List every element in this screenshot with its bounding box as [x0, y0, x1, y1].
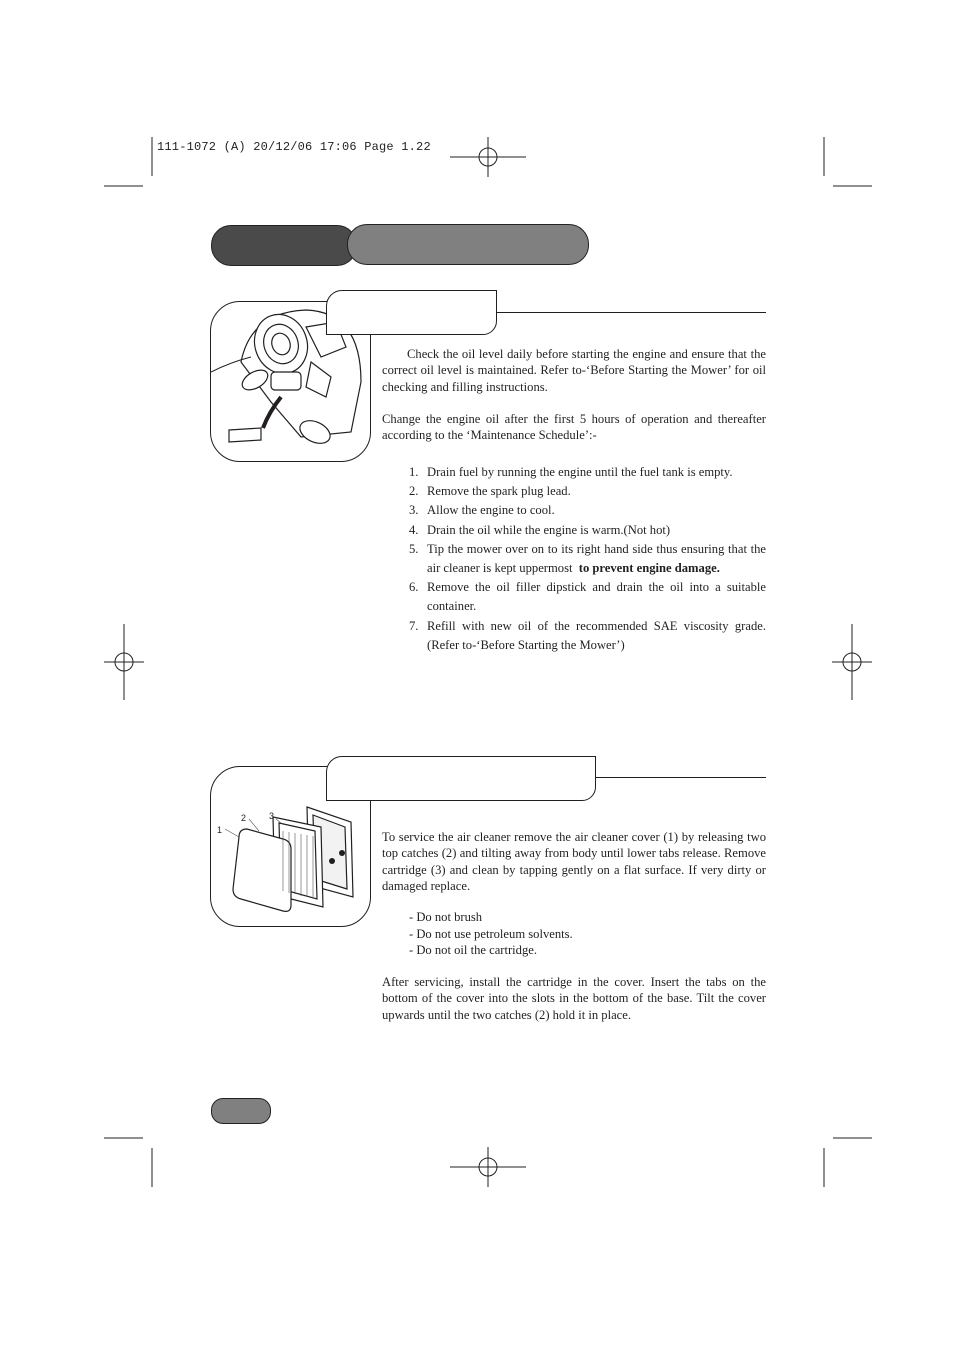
header-tab-dark	[211, 225, 357, 266]
list-item: - Do not brush	[409, 910, 483, 924]
warning-text: to prevent engine damage.	[578, 561, 720, 576]
air-after-text	[382, 974, 766, 1023]
header-tab-grey	[347, 224, 589, 265]
list-item: 5. Tip the mower over on to its right hand side thus ensuring that the air cleaner is kept uppermost to prevent engine damage.	[409, 541, 766, 576]
list-item: - Do not use petroleum solvents.	[409, 926, 573, 941]
oil-steps-list	[409, 463, 766, 655]
air-donts-list	[409, 909, 766, 959]
air-intro-text	[382, 829, 766, 894]
list-item: 7. Refill with new oil of the recommended SAE viscosity grade. (Refer to-‘Before Starting the Mower’)	[409, 618, 766, 652]
print-slug: 111-1072 (A) 20/12/06 17:06 Page 1.22	[157, 140, 431, 154]
list-item: 6. Remove the oil filler dipstick and drain the oil into a suitable container.	[409, 580, 766, 614]
oil-change: Change the engine oil after the first 5 hours of operation and thereafter according to the ‘Maintenance Schedule’:-	[382, 412, 766, 443]
label-catches: 2	[241, 813, 247, 823]
section-heading-air	[326, 756, 596, 801]
list-item: 3. Allow the engine to cool.	[409, 503, 555, 518]
list-item: 1. Drain fuel by running the engine until the fuel tank is empty.	[409, 465, 733, 479]
page-number-pill	[211, 1098, 271, 1124]
oil-intro: Check the oil level daily before starting the engine and ensure that the correct oil level is maintained. Refer to-‘Before Starting the Mower’ for oil checking and filling instructions.	[382, 347, 766, 394]
label-cartridge: 3	[269, 811, 275, 821]
list-item: 4. Drain the oil while the engine is warm.(Not hot)	[409, 522, 671, 537]
oil-intro-text	[382, 346, 766, 395]
section-rule-oil	[494, 312, 766, 313]
section-heading-oil	[326, 290, 497, 335]
air-after: After servicing, install the cartridge in the cover. Insert the tabs on the bottom of the cover into the slots in the bottom of the base. Tilt the cover upwards until the two catches (2) hold it in place.	[382, 975, 766, 1022]
list-item: 2. Remove the spark plug lead.	[409, 484, 571, 499]
oil-change-text	[382, 411, 766, 444]
section-rule-air	[594, 777, 766, 778]
label-cover: 1	[217, 825, 223, 835]
air-intro: To service the air cleaner remove the air cleaner cover (1) by releasing two top catches (2) and tilting away from body until lower tabs release. Remove cartridge (3) and clean by tapping gently on a flat surface. If very dirty or damaged replace.	[382, 830, 766, 893]
list-item: - Do not oil the cartridge.	[409, 943, 537, 958]
